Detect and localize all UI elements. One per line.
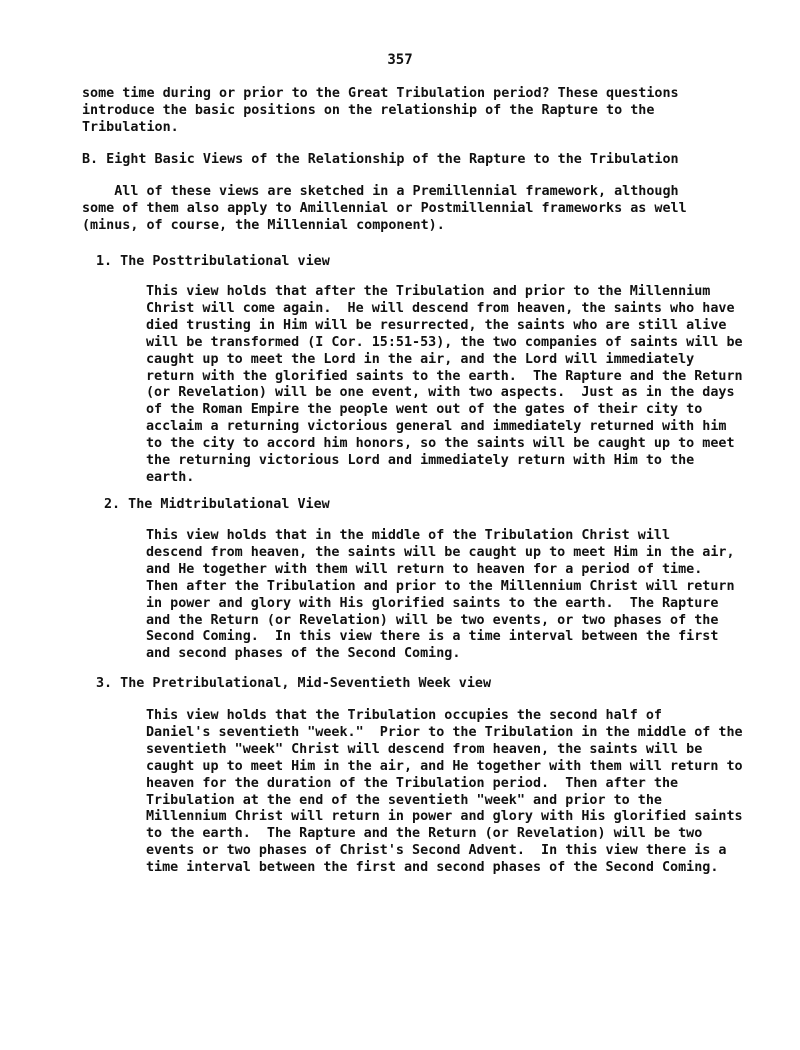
text-line: Millennium Christ will return in power and glory with His glorified saints [146, 809, 743, 825]
text-line: the returning victorious Lord and immediately return with Him to the [146, 453, 695, 469]
text-line: Second Coming. In this view there is a time interval between the first [146, 629, 719, 645]
text-line: introduce the basic positions on the relationship of the Rapture to the [82, 102, 655, 118]
text-line: This view holds that the Tribulation occupies the second half of [146, 708, 662, 723]
view-paragraph [146, 708, 743, 877]
text-line: (or Revelation) will be one event, with two aspects. Just as in the days [146, 385, 735, 401]
text-line: All of these views are sketched in a Premillennial framework, although [82, 184, 679, 199]
text-line: descend from heaven, the saints will be caught up to meet Him in the air, [146, 544, 735, 560]
text-line: heaven for the duration of the Tribulation period. Then after the [146, 775, 679, 791]
text-line: Tribulation at the end of the seventieth "week" and prior to the [146, 792, 662, 808]
page-number: 357 [387, 52, 413, 68]
view-heading-text: 2. The Midtribulational View [104, 497, 330, 512]
view-heading [104, 497, 330, 514]
text-line: caught up to meet the Lord in the air, and the Lord will immediately [146, 351, 695, 367]
view-heading [96, 676, 491, 693]
text-line: acclaim a returning victorious general and immediately returned with him [146, 419, 727, 435]
text-line: will be transformed (I Cor. 15:51-53), the two companies of saints will be [146, 334, 743, 350]
text-line: (minus, of course, the Millennial component). [82, 217, 445, 233]
section-heading [82, 152, 679, 169]
text-line: earth. [146, 469, 195, 485]
text-line: to the city to accord him honors, so the saints will be caught up to meet [146, 436, 735, 452]
text-line: events or two phases of Christ's Second Advent. In this view there is a [146, 843, 727, 859]
view-heading-text: 1. The Posttribulational view [96, 254, 330, 269]
text-line: caught up to meet Him in the air, and He together with them will return to [146, 758, 743, 774]
text-line: time interval between the first and second phases of the Second Coming. [146, 860, 719, 876]
view-paragraph [146, 284, 743, 487]
text-line: to the earth. The Rapture and the Return (or Revelation) will be two [146, 826, 703, 842]
text-line: return with the glorified saints to the earth. The Rapture and the Return [146, 368, 743, 384]
section-heading-text: B. Eight Basic Views of the Relationship of the Rapture to the Tribulation [82, 152, 679, 167]
text-line: of the Roman Empire the people went out of the gates of their city to [146, 402, 703, 418]
intro-paragraph [82, 86, 679, 137]
text-line: Then after the Tribulation and prior to the Millennium Christ will return [146, 578, 735, 594]
text-line: This view holds that after the Tribulation and prior to the Millennium [146, 284, 711, 299]
text-line: seventieth "week" Christ will descend from heaven, the saints will be [146, 741, 703, 757]
text-line: and the Return (or Revelation) will be two events, or two phases of the [146, 612, 719, 628]
text-line: some time during or prior to the Great Tribulation period? These questions [82, 86, 679, 101]
view-heading [96, 254, 330, 271]
text-line: died trusting in Him will be resurrected, the saints who are still alive [146, 317, 727, 333]
text-line: This view holds that in the middle of the Tribulation Christ will [146, 528, 671, 543]
text-line: Christ will come again. He will descend from heaven, the saints who have [146, 300, 735, 316]
text-line: and second phases of the Second Coming. [146, 646, 461, 662]
text-line: some of them also apply to Amillennial or Postmillennial frameworks as well [82, 200, 687, 216]
text-line: and He together with them will return to heaven for a period of time. [146, 561, 703, 577]
text-line: Tribulation. [82, 119, 179, 135]
view-heading-text: 3. The Pretribulational, Mid-Seventieth Week view [96, 676, 492, 691]
view-paragraph [146, 528, 735, 663]
text-line: in power and glory with His glorified saints to the earth. The Rapture [146, 595, 719, 611]
text-line: Daniel's seventieth "week." Prior to the Tribulation in the middle of the [146, 724, 743, 740]
section-paragraph [82, 184, 687, 235]
